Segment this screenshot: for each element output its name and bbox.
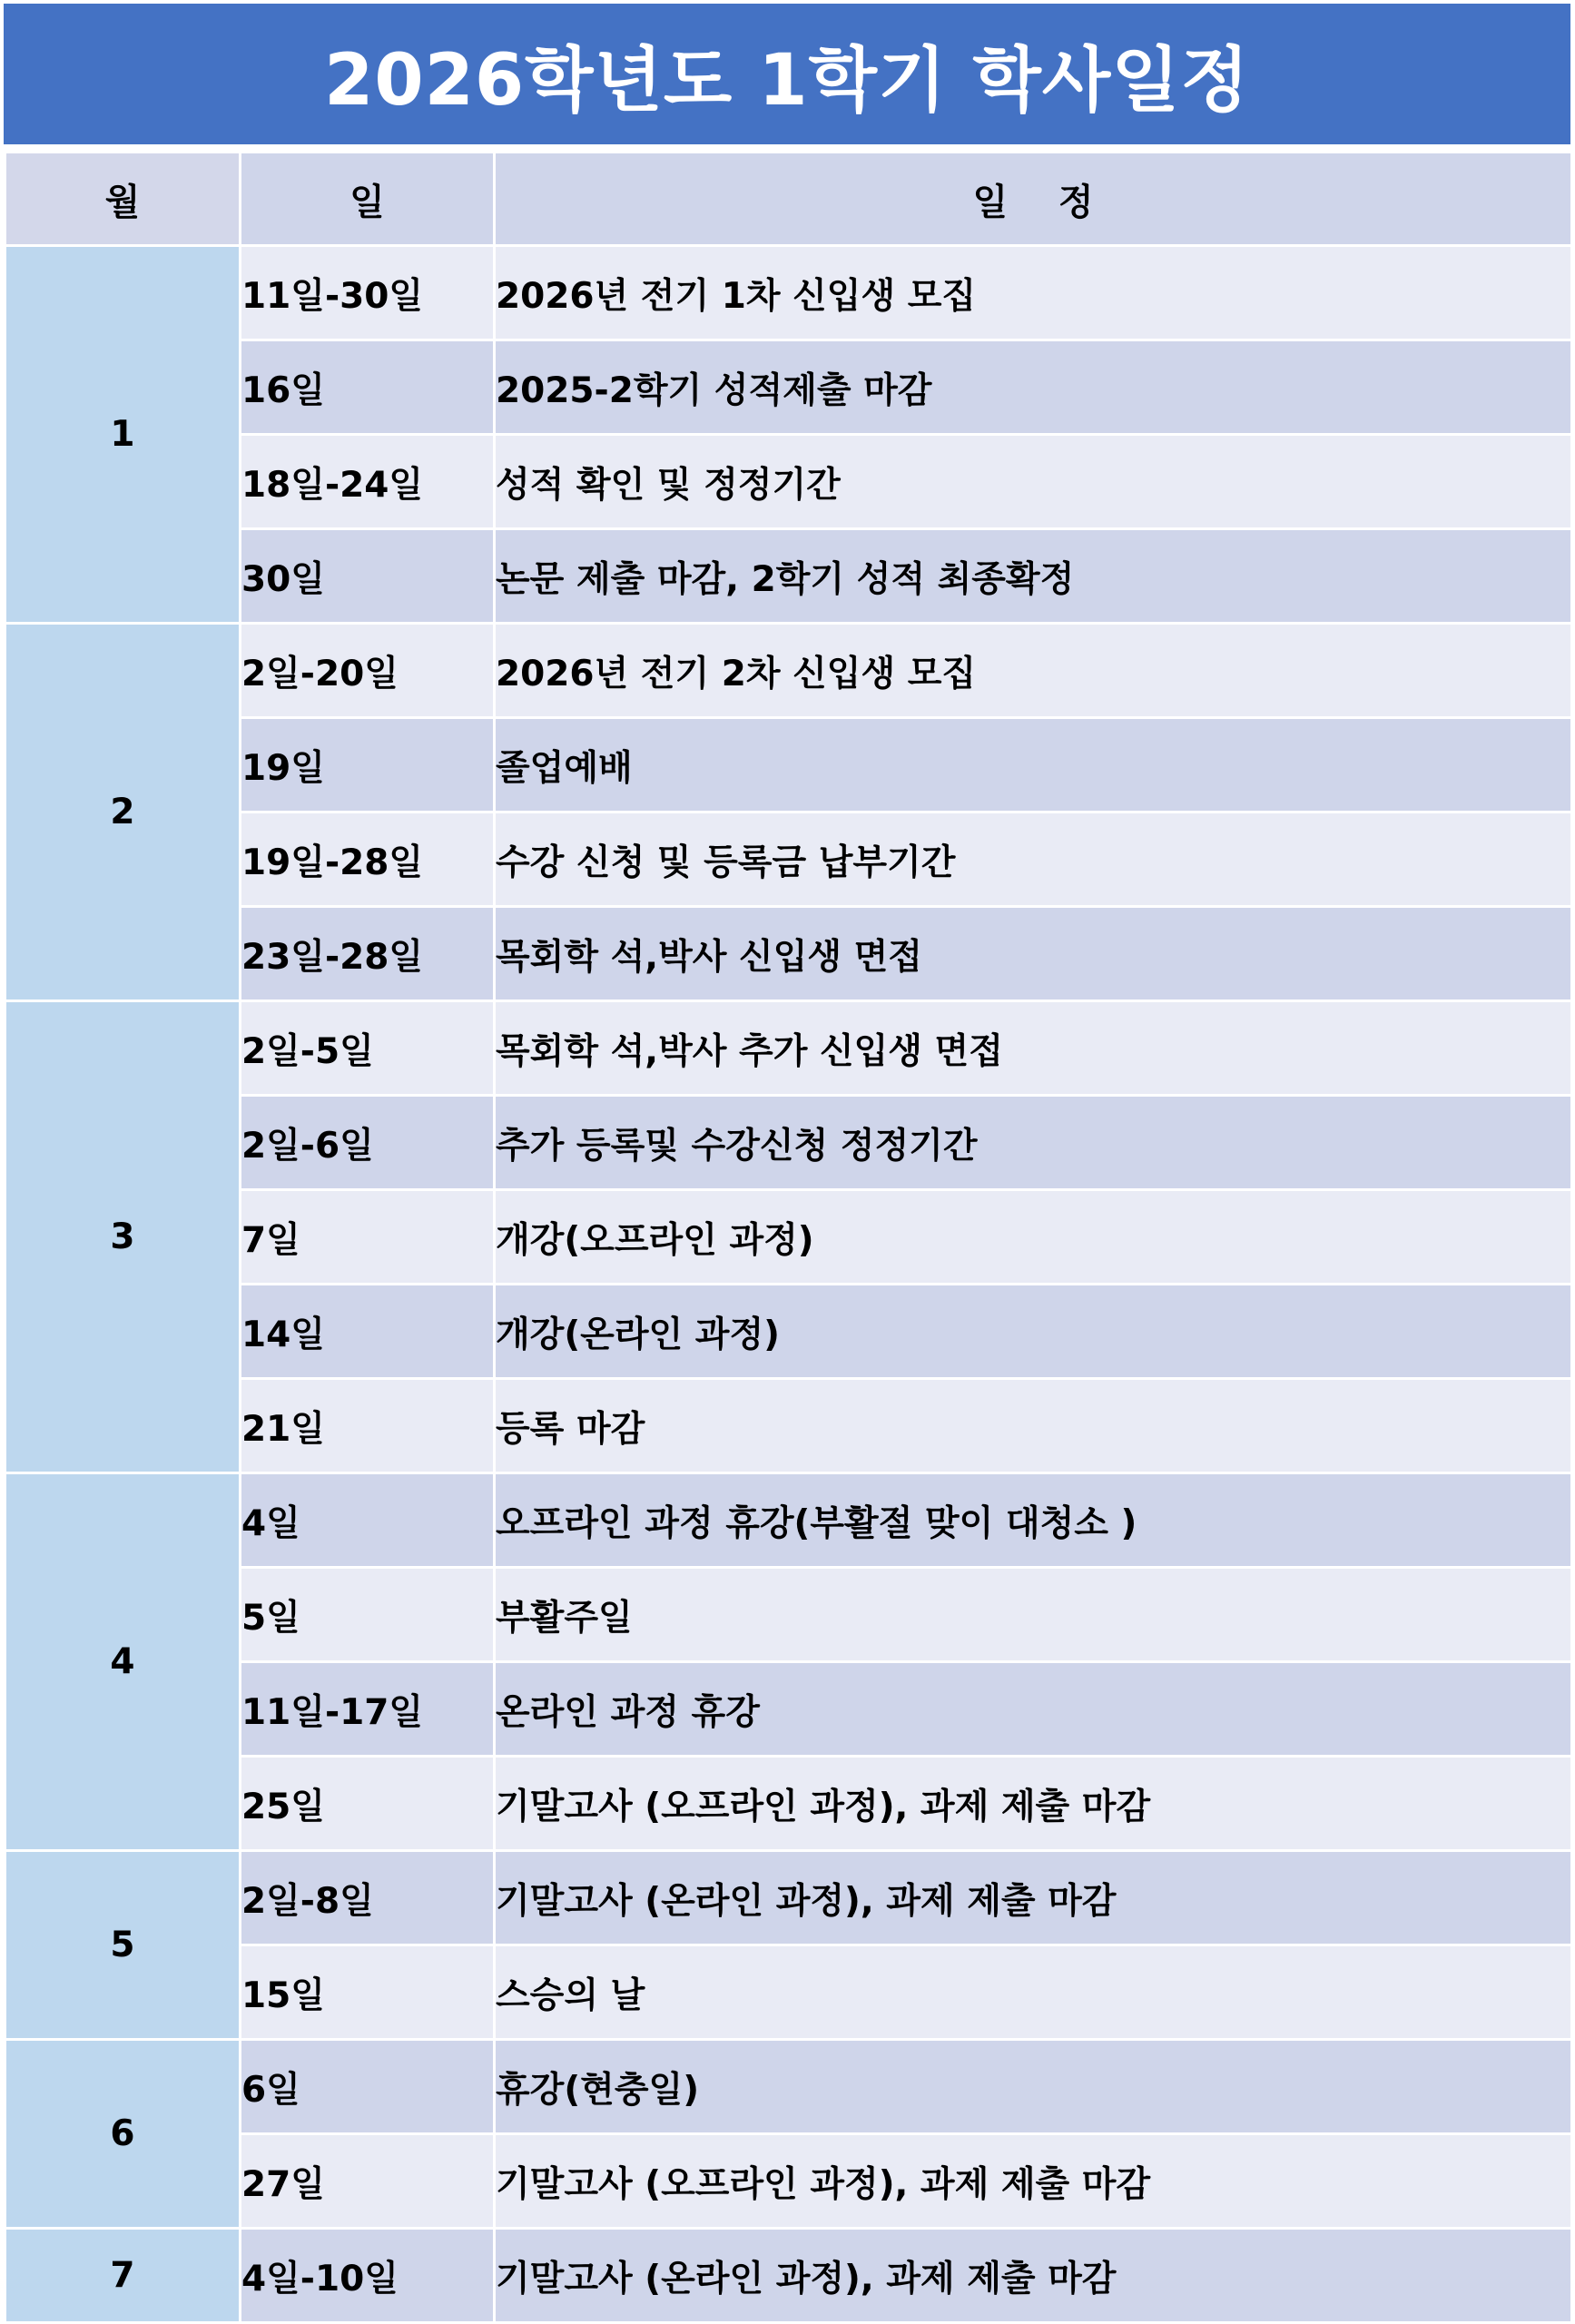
event-cell: 2025-2학기 성적제출 마감 [495,340,1572,435]
month-cell: 6 [5,2040,241,2229]
header-month: 월 [5,153,241,246]
event-cell: 목회학 석,박사 신입생 면접 [495,907,1572,1001]
event-cell: 2026년 전기 1차 신입생 모집 [495,246,1572,340]
title-banner [4,4,1570,144]
event-cell: 휴강(현충일) [495,2040,1572,2134]
schedule-row [5,1568,1572,1662]
event-cell: 2026년 전기 2차 신입생 모집 [495,624,1572,718]
schedule-row [5,1757,1572,1851]
event-cell: 목회학 석,박사 추가 신입생 면접 [495,1001,1572,1096]
day-cell: 15일 [241,1945,495,2040]
month-cell: 5 [5,1851,241,2040]
day-cell: 11일-30일 [241,246,495,340]
header-day: 일 [241,153,495,246]
month-cell: 3 [5,1001,241,1473]
event-cell: 개강(오프라인 과정) [495,1190,1572,1285]
schedule-row [5,2229,1572,2323]
day-cell: 2일-20일 [241,624,495,718]
schedule-table [4,151,1573,2324]
day-cell: 5일 [241,1568,495,1662]
schedule-row [5,435,1572,529]
event-cell: 온라인 과정 휴강 [495,1662,1572,1757]
event-cell: 졸업예배 [495,718,1572,812]
month-cell: 4 [5,1473,241,1851]
month-cell: 2 [5,624,241,1001]
day-cell: 4일-10일 [241,2229,495,2323]
schedule-row [5,1190,1572,1285]
event-cell: 부활주일 [495,1568,1572,1662]
schedule-row [5,1473,1572,1568]
event-cell: 기말고사 (온라인 과정), 과제 제출 마감 [495,2229,1572,2323]
day-cell: 6일 [241,2040,495,2134]
schedule-row [5,907,1572,1001]
day-cell: 2일-8일 [241,1851,495,1945]
day-cell: 2일-5일 [241,1001,495,1096]
schedule-row [5,2040,1572,2134]
event-cell: 논문 제출 마감, 2학기 성적 최종확정 [495,529,1572,624]
event-cell: 등록 마감 [495,1379,1572,1473]
day-cell: 25일 [241,1757,495,1851]
day-cell: 19일-28일 [241,812,495,907]
schedule-row [5,1662,1572,1757]
day-cell: 27일 [241,2134,495,2229]
event-cell: 추가 등록및 수강신청 정정기간 [495,1096,1572,1190]
event-cell: 오프라인 과정 휴강(부활절 맞이 대청소 ) [495,1473,1572,1568]
day-cell: 21일 [241,1379,495,1473]
day-cell: 18일-24일 [241,435,495,529]
schedule-row [5,1945,1572,2040]
day-cell: 19일 [241,718,495,812]
schedule-row [5,718,1572,812]
day-cell: 14일 [241,1285,495,1379]
event-cell: 기말고사 (오프라인 과정), 과제 제출 마감 [495,2134,1572,2229]
schedule-row [5,2134,1572,2229]
month-cell: 7 [5,2229,241,2323]
day-cell: 30일 [241,529,495,624]
header-event: 일 정 [495,153,1572,246]
day-cell: 7일 [241,1190,495,1285]
header-row [5,153,1572,246]
day-cell: 4일 [241,1473,495,1568]
day-cell: 11일-17일 [241,1662,495,1757]
schedule-row [5,1001,1572,1096]
page-title: 2026학년도 1학기 학사일정 [324,39,1250,122]
schedule-row [5,1285,1572,1379]
schedule-row [5,624,1572,718]
event-cell: 기말고사 (오프라인 과정), 과제 제출 마감 [495,1757,1572,1851]
day-cell: 2일-6일 [241,1096,495,1190]
schedule-row [5,1379,1572,1473]
event-cell: 성적 확인 및 정정기간 [495,435,1572,529]
event-cell: 수강 신청 및 등록금 납부기간 [495,812,1572,907]
schedule-row [5,812,1572,907]
day-cell: 23일-28일 [241,907,495,1001]
month-cell: 1 [5,246,241,624]
event-cell: 기말고사 (온라인 과정), 과제 제출 마감 [495,1851,1572,1945]
schedule-row [5,1096,1572,1190]
schedule-row [5,529,1572,624]
day-cell: 16일 [241,340,495,435]
schedule-row [5,246,1572,340]
event-cell: 스승의 날 [495,1945,1572,2040]
schedule-body [5,246,1572,2323]
event-cell: 개강(온라인 과정) [495,1285,1572,1379]
schedule-row [5,340,1572,435]
schedule-row [5,1851,1572,1945]
